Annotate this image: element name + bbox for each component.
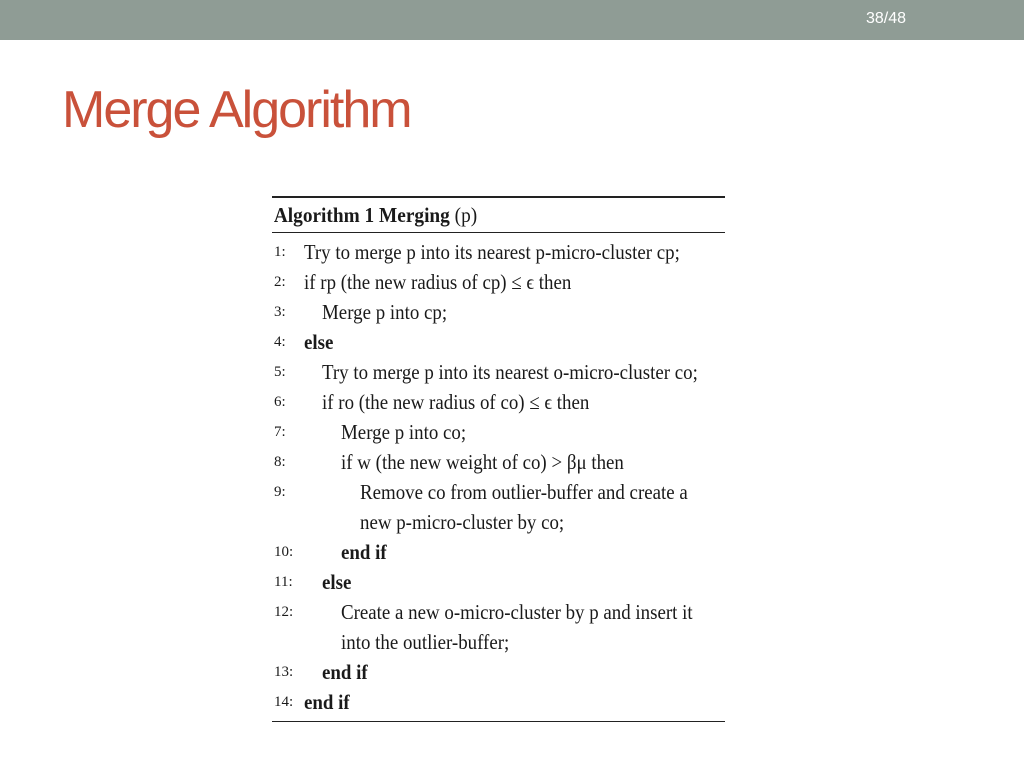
line-number: 13: — [274, 664, 294, 680]
algorithm-line — [272, 657, 725, 687]
line-text: end if — [322, 660, 368, 684]
line-number: 3: — [274, 304, 286, 320]
line-number: 9: — [274, 484, 286, 500]
line-text: Merge p into cp; — [322, 300, 448, 324]
line-number: 6: — [274, 394, 286, 410]
line-number: 8: — [274, 454, 286, 470]
line-number: 5: — [274, 364, 286, 380]
line-text: Create a new o-micro-cluster by p and insert it — [341, 600, 693, 624]
line-number: 2: — [274, 274, 286, 290]
algorithm-caption — [272, 198, 689, 232]
line-number: 14: — [274, 694, 294, 710]
line-number: 10: — [274, 544, 294, 560]
line-number: 7: — [274, 424, 286, 440]
algorithm-name: Merging — [379, 203, 450, 227]
algorithm-line — [272, 447, 725, 477]
algorithm-line — [272, 537, 725, 567]
algorithm-line — [272, 357, 725, 387]
line-text: if w (the new weight of co) > βμ then — [341, 450, 624, 474]
algorithm-line — [272, 297, 725, 327]
line-text: Merge p into co; — [341, 420, 467, 444]
algorithm-box — [272, 196, 725, 722]
line-text: into the outlier-buffer; — [341, 630, 510, 654]
algorithm-line — [272, 627, 725, 657]
algorithm-line — [272, 477, 725, 507]
algorithm-param: (p) — [454, 203, 478, 227]
algorithm-line — [272, 507, 725, 537]
algorithm-line — [272, 417, 725, 447]
line-text: Remove co from outlier-buffer and create a — [360, 480, 688, 504]
slide-title: Merge Algorithm — [62, 81, 411, 139]
line-text: if rp (the new radius of cp) ≤ ϵ then — [304, 270, 572, 294]
algorithm-bottom-rule — [272, 721, 725, 722]
header-bar — [0, 0, 1024, 40]
line-number: 11: — [274, 574, 293, 590]
line-text: Try to merge p into its nearest p-micro-cluster cp; — [304, 240, 680, 264]
algorithm-line — [272, 597, 725, 627]
algorithm-line — [272, 387, 725, 417]
line-text: Try to merge p into its nearest o-micro-cluster co; — [322, 360, 698, 384]
line-number: 12: — [274, 604, 294, 620]
algorithm-line — [272, 267, 725, 297]
line-number: 1: — [274, 244, 286, 260]
slide-number: 38/48 — [866, 10, 907, 27]
line-text: else — [304, 330, 334, 354]
algorithm-label: Algorithm 1 — [273, 203, 375, 227]
line-text: new p-micro-cluster by co; — [360, 510, 565, 534]
line-number: 4: — [274, 334, 286, 350]
line-text: if ro (the new radius of co) ≤ ϵ then — [322, 390, 590, 414]
line-text: end if — [341, 540, 387, 564]
algorithm-line — [272, 237, 725, 267]
algorithm-line — [272, 567, 725, 597]
algorithm-line — [272, 327, 725, 357]
algorithm-lines — [272, 233, 725, 717]
algorithm-line — [272, 687, 725, 717]
line-text: end if — [304, 690, 350, 714]
line-text: else — [322, 570, 352, 594]
